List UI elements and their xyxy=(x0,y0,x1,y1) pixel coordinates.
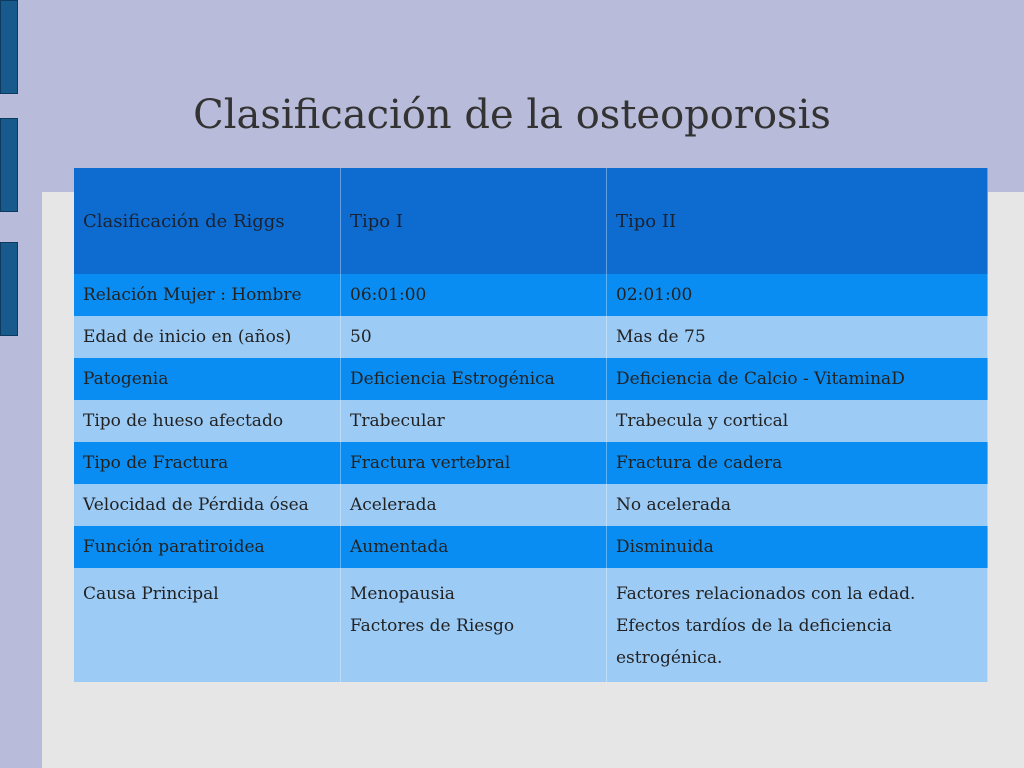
table-row xyxy=(74,316,988,358)
riggs-classification-table xyxy=(74,168,988,682)
table-row xyxy=(74,400,988,442)
tipo1-cell: 06:01:00 xyxy=(341,274,607,316)
tipo2-cell: Disminuida xyxy=(607,526,988,568)
tipo1-line: Factores de Riesgo xyxy=(350,616,515,636)
table-row xyxy=(74,274,988,316)
tipo1-cell: Fractura vertebral xyxy=(341,442,607,484)
table-row xyxy=(74,484,988,526)
row-label-cell: Causa Principal xyxy=(74,568,341,682)
row-label-cell: Tipo de hueso afectado xyxy=(74,400,341,442)
row-label-cell: Relación Mujer : Hombre xyxy=(74,274,341,316)
tipo2-cell: No acelerada xyxy=(607,484,988,526)
row-label-cell: Tipo de Fractura xyxy=(74,442,341,484)
table-row xyxy=(74,442,988,484)
row-label-cell: Edad de inicio en (años) xyxy=(74,316,341,358)
tipo1-cell: Deficiencia Estrogénica xyxy=(341,358,607,400)
row-label-cell: Velocidad de Pérdida ósea xyxy=(74,484,341,526)
table-row xyxy=(74,358,988,400)
tipo1-cell: 50 xyxy=(341,316,607,358)
tipo2-cell: 02:01:00 xyxy=(607,274,988,316)
tipo2-cell: Fractura de cadera xyxy=(607,442,988,484)
tipo1-cell xyxy=(341,568,607,682)
table-header-row xyxy=(74,168,988,274)
tipo2-cell: Factores relacionados con la edad. Efectos tardíos de la deficiencia estrogénica. xyxy=(607,568,988,682)
tipo1-line: Menopausia xyxy=(350,584,455,604)
left-tab-decoration xyxy=(0,0,18,94)
table-row xyxy=(74,526,988,568)
header-cell: Tipo I xyxy=(341,168,607,274)
header-cell: Clasificación de Riggs xyxy=(74,168,341,274)
slide-title: Clasificación de la osteoporosis xyxy=(193,92,831,138)
tipo1-cell: Aumentada xyxy=(341,526,607,568)
table-row xyxy=(74,568,988,682)
tipo1-cell: Acelerada xyxy=(341,484,607,526)
left-tab-decoration xyxy=(0,242,18,336)
row-label-cell: Función paratiroidea xyxy=(74,526,341,568)
tipo1-cell: Trabecular xyxy=(341,400,607,442)
tipo2-cell: Mas de 75 xyxy=(607,316,988,358)
header-cell: Tipo II xyxy=(607,168,988,274)
tipo2-cell: Trabecula y cortical xyxy=(607,400,988,442)
tipo2-cell: Deficiencia de Calcio - VitaminaD xyxy=(607,358,988,400)
row-label-cell: Patogenia xyxy=(74,358,341,400)
